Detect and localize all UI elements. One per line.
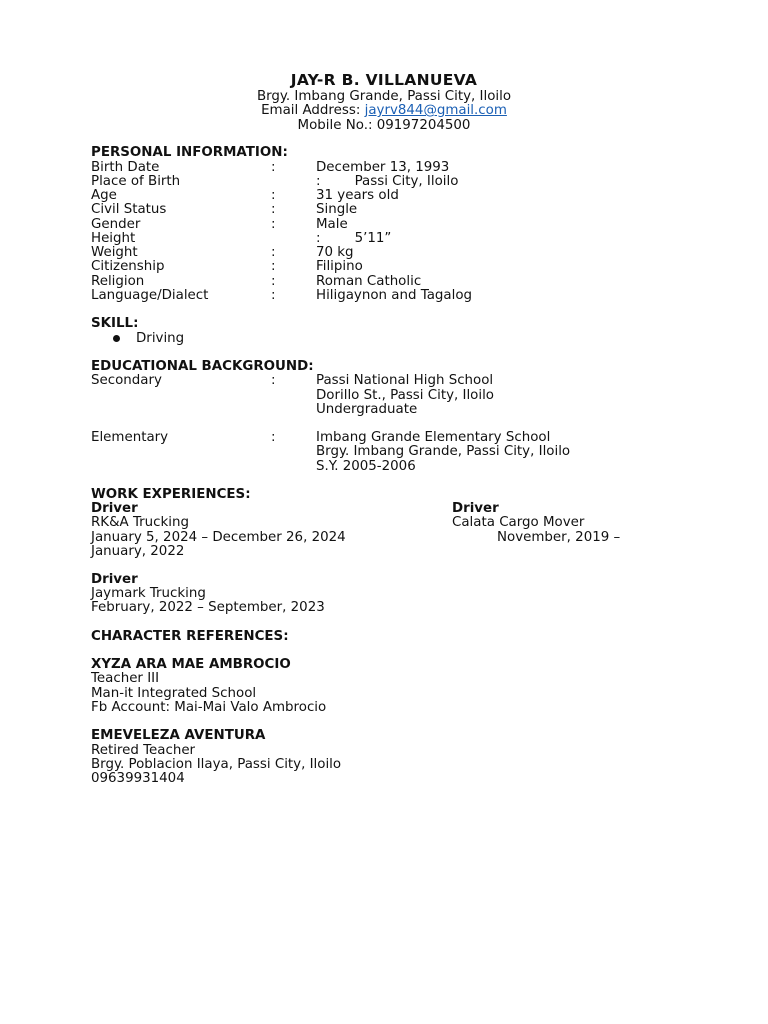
religion-label: Religion	[91, 274, 145, 289]
personal-info-heading: PERSONAL INFORMATION:	[91, 145, 288, 160]
secondary-status: Undergraduate	[316, 402, 418, 417]
citizenship-value: Filipino	[316, 259, 363, 274]
ref2-org: Brgy. Poblacion Ilaya, Passi City, Iloilo	[91, 757, 342, 772]
civil-status-value: Single	[316, 202, 358, 217]
height-value: : 5’11”	[316, 231, 392, 246]
job1-title: Driver	[91, 501, 138, 516]
civil-status-label: Civil Status	[91, 202, 167, 217]
job1-dates: January 5, 2024 – December 26, 2024	[91, 530, 346, 545]
email-label: Email Address:	[261, 103, 365, 118]
height-label: Height	[91, 231, 136, 246]
ref1-contact: Fb Account: Mai-Mai Valo Ambrocio	[91, 700, 327, 715]
age-value: 31 years old	[316, 188, 399, 203]
email-link[interactable]: jayrv844@gmail.com	[364, 103, 507, 118]
elementary-year: S.Y. 2005-2006	[316, 459, 416, 474]
applicant-address: Brgy. Imbang Grande, Passi City, Iloilo	[256, 89, 512, 104]
elementary-school: Imbang Grande Elementary School	[316, 430, 551, 445]
ref1-name: XYZA ARA MAE AMBROCIO	[91, 657, 291, 672]
secondary-label: Secondary	[91, 373, 162, 388]
job3-dates: February, 2022 – September, 2023	[91, 600, 325, 615]
job3-company: Jaymark Trucking	[91, 586, 206, 601]
weight-value: 70 kg	[316, 245, 354, 260]
ref2-name: EMEVELEZA AVENTURA	[91, 728, 266, 743]
birth-date-sep: :	[271, 160, 276, 175]
bullet-icon	[113, 335, 120, 342]
language-value: Hiligaynon and Tagalog	[316, 288, 473, 303]
job2-company: Calata Cargo Mover	[452, 515, 585, 530]
job1-company: RK&A Trucking	[91, 515, 189, 530]
applicant-name: JAY-R B. VILLANUEVA	[290, 71, 478, 89]
secondary-school: Passi National High School	[316, 373, 494, 388]
gender-label: Gender	[91, 217, 141, 232]
birth-date-label: Birth Date	[91, 160, 160, 175]
job2-dates-end: January, 2022	[91, 544, 185, 559]
job2-title: Driver	[452, 501, 499, 516]
elementary-label: Elementary	[91, 430, 169, 445]
skill-heading: SKILL:	[91, 316, 139, 331]
ref1-position: Teacher III	[91, 671, 160, 686]
elementary-address: Brgy. Imbang Grande, Passi City, Iloilo	[316, 444, 571, 459]
references-heading: CHARACTER REFERENCES:	[91, 629, 289, 644]
mobile-number: Mobile No.: 09197204500	[297, 118, 471, 133]
religion-sep: :	[271, 274, 276, 289]
language-sep: :	[271, 288, 276, 303]
job2-dates-start: November, 2019 –	[497, 530, 621, 545]
email-line	[0, 103, 768, 118]
civil-status-sep: :	[271, 202, 276, 217]
gender-sep: :	[271, 217, 276, 232]
elementary-sep: :	[271, 430, 276, 445]
weight-sep: :	[271, 245, 276, 260]
work-heading: WORK EXPERIENCES:	[91, 487, 251, 502]
job3-title: Driver	[91, 572, 138, 587]
citizenship-sep: :	[271, 259, 276, 274]
skill-item: Driving	[136, 331, 185, 346]
age-sep: :	[271, 188, 276, 203]
secondary-address: Dorillo St., Passi City, Iloilo	[316, 388, 495, 403]
birth-place-label: Place of Birth	[91, 174, 181, 189]
ref2-contact: 09639931404	[91, 771, 185, 786]
education-heading: EDUCATIONAL BACKGROUND:	[91, 359, 314, 374]
religion-value: Roman Catholic	[316, 274, 422, 289]
ref1-org: Man-it Integrated School	[91, 686, 257, 701]
gender-value: Male	[316, 217, 348, 232]
ref2-position: Retired Teacher	[91, 743, 196, 758]
age-label: Age	[91, 188, 117, 203]
birth-date-value: December 13, 1993	[316, 160, 450, 175]
secondary-sep: :	[271, 373, 276, 388]
birth-place-value: : Passi City, Iloilo	[316, 174, 459, 189]
language-label: Language/Dialect	[91, 288, 209, 303]
weight-label: Weight	[91, 245, 138, 260]
citizenship-label: Citizenship	[91, 259, 165, 274]
